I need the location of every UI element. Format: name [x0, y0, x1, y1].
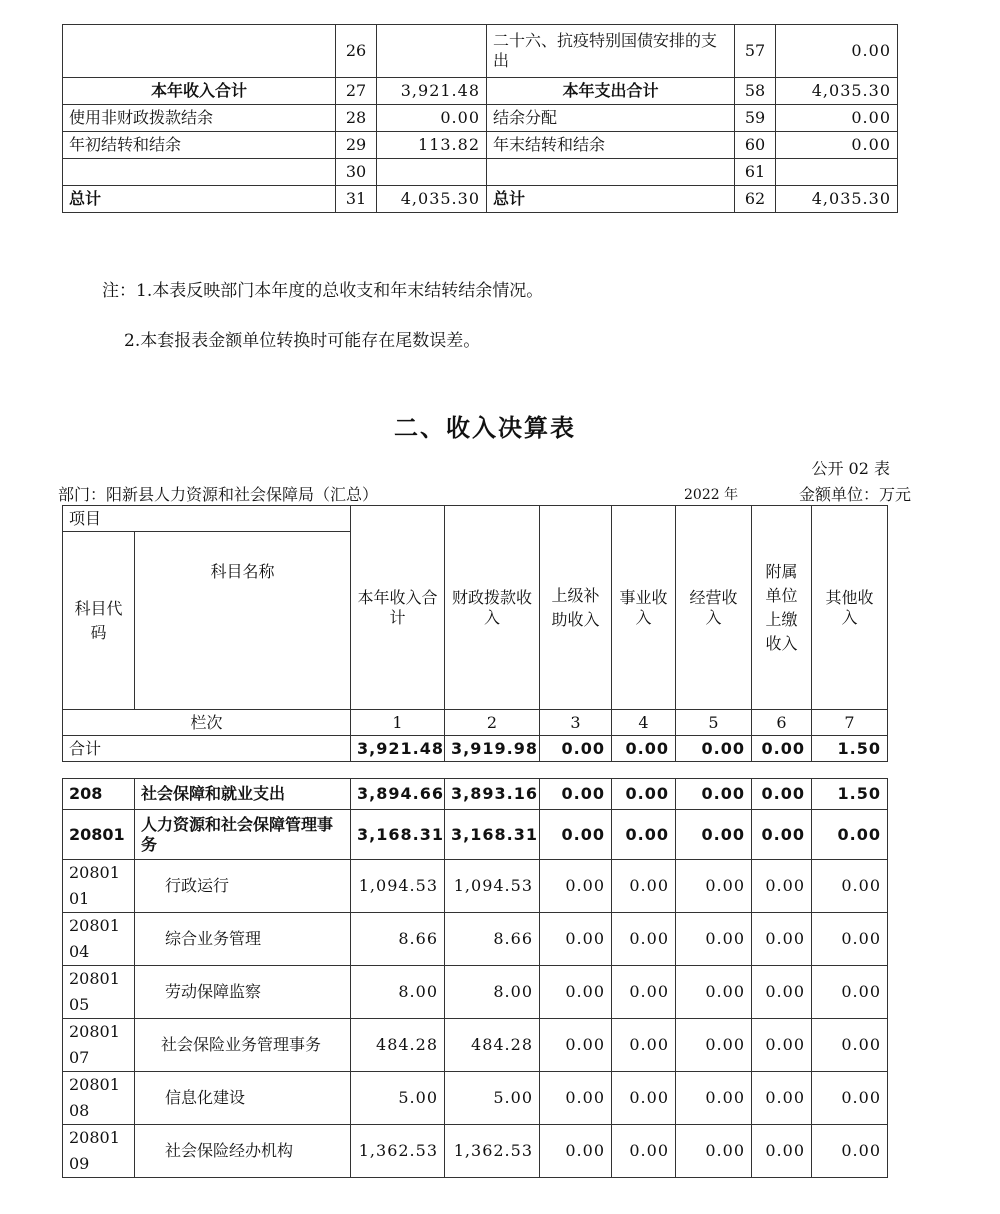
row-value: 0.00: [676, 913, 752, 966]
row-value: 0.00: [612, 1072, 676, 1125]
total-value: 0.00: [676, 736, 752, 762]
summary-right-no: 58: [735, 78, 776, 105]
summary-right-label: 结余分配: [487, 105, 735, 132]
row-value: 1,094.53: [445, 860, 540, 913]
row-value: 0.00: [752, 966, 812, 1019]
summary-right-value: 4,035.30: [776, 78, 898, 105]
row-name: 信息化建设: [135, 1072, 351, 1125]
summary-left-value: 3,921.48: [377, 78, 487, 105]
row-value: 0.00: [752, 810, 812, 860]
row-value: 0.00: [812, 1019, 888, 1072]
row-value: 0.00: [676, 1072, 752, 1125]
summary-left-label: 年初结转和结余: [63, 132, 336, 159]
col-index-label: 栏次: [63, 710, 351, 736]
summary-right-label: 二十六、抗疫特别国债安排的支出: [487, 25, 735, 78]
row-value: 3,894.66: [351, 779, 445, 810]
row-value: 8.66: [351, 913, 445, 966]
note-2: 2.本套报表金额单位转换时可能存在尾数误差。: [124, 331, 481, 351]
row-value: 1,362.53: [351, 1125, 445, 1178]
table-row: [63, 913, 888, 966]
header-col-business: 事业收入: [612, 506, 676, 710]
summary-left-no: 29: [336, 132, 377, 159]
row-value: 0.00: [676, 779, 752, 810]
row-value: 0.00: [812, 860, 888, 913]
row-value: 0.00: [812, 1072, 888, 1125]
row-value: 0.00: [540, 1125, 612, 1178]
row-name: 社会保障和就业支出: [135, 779, 351, 810]
header-project: 项目: [63, 506, 351, 532]
row-value: 0.00: [540, 966, 612, 1019]
row-value: 0.00: [752, 1019, 812, 1072]
table-row: [63, 1072, 888, 1125]
row-value: 0.00: [612, 1019, 676, 1072]
total-value: 3,921.48: [351, 736, 445, 762]
row-value: 0.00: [676, 810, 752, 860]
summary-row: [63, 78, 898, 105]
row-value: 0.00: [612, 966, 676, 1019]
row-code: 2080109: [63, 1125, 135, 1178]
summary-right-label: [487, 159, 735, 186]
table-row: [63, 1019, 888, 1072]
summary-left-value: 113.82: [377, 132, 487, 159]
col-index: 7: [812, 710, 888, 736]
total-label: 合计: [63, 736, 351, 762]
row-value: 0.00: [752, 1072, 812, 1125]
summary-right-no: 60: [735, 132, 776, 159]
row-value: 0.00: [540, 810, 612, 860]
row-value: 0.00: [676, 860, 752, 913]
row-name: 社会保险经办机构: [135, 1125, 351, 1178]
summary-left-label: [63, 159, 336, 186]
row-value: 8.66: [445, 913, 540, 966]
header-col-other: 其他收入: [812, 506, 888, 710]
row-code: 2080105: [63, 966, 135, 1019]
header-name: 科目名称: [135, 532, 351, 710]
row-value: 0.00: [752, 860, 812, 913]
summary-left-no: 28: [336, 105, 377, 132]
row-value: 0.00: [540, 860, 612, 913]
summary-left-value: 0.00: [377, 105, 487, 132]
row-value: 0.00: [752, 1125, 812, 1178]
col-index: 6: [752, 710, 812, 736]
row-value: 0.00: [612, 913, 676, 966]
summary-right-value: 0.00: [776, 105, 898, 132]
summary-left-no: 31: [336, 186, 377, 213]
row-value: 0.00: [812, 913, 888, 966]
row-value: 0.00: [612, 810, 676, 860]
header-col-superior: 上级补助收入: [540, 506, 612, 710]
row-code: 2080107: [63, 1019, 135, 1072]
summary-right-no: 59: [735, 105, 776, 132]
row-code: 20801: [63, 810, 135, 860]
summary-left-label: 使用非财政拨款结余: [63, 105, 336, 132]
col-index: 3: [540, 710, 612, 736]
summary-right-no: 62: [735, 186, 776, 213]
total-value: 0.00: [540, 736, 612, 762]
summary-right-value: 0.00: [776, 25, 898, 78]
summary-left-no: 26: [336, 25, 377, 78]
row-name: 社会保险业务管理事务: [135, 1019, 351, 1072]
row-value: 1,362.53: [445, 1125, 540, 1178]
summary-left-label: 总计: [63, 186, 336, 213]
row-code: 2080104: [63, 913, 135, 966]
row-value: 0.00: [612, 1125, 676, 1178]
table-row: [63, 966, 888, 1019]
summary-left-no: 27: [336, 78, 377, 105]
row-value: 5.00: [351, 1072, 445, 1125]
income-table-body: [62, 778, 888, 1178]
row-value: 8.00: [351, 966, 445, 1019]
summary-right-label: 总计: [487, 186, 735, 213]
col-index: 1: [351, 710, 445, 736]
header-col-affiliate: 附属单位上缴收入: [752, 506, 812, 710]
row-code: 208: [63, 779, 135, 810]
summary-left-label: 本年收入合计: [63, 78, 336, 105]
row-value: 0.00: [540, 1019, 612, 1072]
note-1: 注：1.本表反映部门本年度的总收支和年末结转结余情况。: [102, 281, 544, 301]
row-value: 0.00: [540, 1072, 612, 1125]
summary-row: [63, 132, 898, 159]
summary-right-value: [776, 159, 898, 186]
summary-right-value: 4,035.30: [776, 186, 898, 213]
row-value: 0.00: [812, 966, 888, 1019]
section-title: 二、收入决算表: [394, 414, 576, 442]
header-col-fiscal: 财政拨款收入: [445, 506, 540, 710]
summary-right-label: 本年支出合计: [487, 78, 735, 105]
header-col-operation: 经营收入: [676, 506, 752, 710]
total-row: [63, 736, 888, 762]
row-value: 0.00: [612, 779, 676, 810]
header-code: 科目代码: [63, 532, 135, 710]
col-index: 4: [612, 710, 676, 736]
summary-left-value: [377, 25, 487, 78]
col-index: 2: [445, 710, 540, 736]
total-value: 0.00: [752, 736, 812, 762]
summary-row: [63, 186, 898, 213]
row-value: 484.28: [445, 1019, 540, 1072]
summary-left-value: [377, 159, 487, 186]
table-row: [63, 779, 888, 810]
summary-right-no: 57: [735, 25, 776, 78]
unit-label: 金额单位：万元: [798, 485, 911, 504]
summary-left-label: [63, 25, 336, 78]
summary-right-no: 61: [735, 159, 776, 186]
row-value: 0.00: [752, 779, 812, 810]
income-table-header: [62, 505, 888, 762]
year-label: 2022 年: [684, 487, 739, 503]
row-value: 1,094.53: [351, 860, 445, 913]
row-value: 0.00: [752, 913, 812, 966]
row-value: 5.00: [445, 1072, 540, 1125]
row-value: 0.00: [812, 1125, 888, 1178]
row-value: 8.00: [445, 966, 540, 1019]
form-number: 公开 02 表: [811, 459, 890, 478]
summary-row: [63, 159, 898, 186]
row-value: 0.00: [676, 966, 752, 1019]
row-value: 0.00: [676, 1019, 752, 1072]
summary-row: [63, 105, 898, 132]
summary-left-no: 30: [336, 159, 377, 186]
header-col-total: 本年收入合计: [351, 506, 445, 710]
table-row: [63, 810, 888, 860]
summary-right-label: 年末结转和结余: [487, 132, 735, 159]
summary-left-value: 4,035.30: [377, 186, 487, 213]
row-name: 行政运行: [135, 860, 351, 913]
row-value: 3,893.16: [445, 779, 540, 810]
total-value: 3,919.98: [445, 736, 540, 762]
row-value: 0.00: [812, 810, 888, 860]
total-value: 0.00: [612, 736, 676, 762]
row-value: 3,168.31: [445, 810, 540, 860]
row-code: 2080108: [63, 1072, 135, 1125]
table-row: [63, 860, 888, 913]
department-label: 部门：阳新县人力资源和社会保障局（汇总）: [58, 485, 379, 504]
row-code: 2080101: [63, 860, 135, 913]
row-value: 0.00: [676, 1125, 752, 1178]
row-name: 劳动保障监察: [135, 966, 351, 1019]
summary-table: [62, 24, 898, 213]
table-row: [63, 1125, 888, 1178]
row-name: 综合业务管理: [135, 913, 351, 966]
row-value: 1.50: [812, 779, 888, 810]
total-value: 1.50: [812, 736, 888, 762]
summary-row: [63, 25, 898, 78]
row-value: 0.00: [540, 913, 612, 966]
summary-right-value: 0.00: [776, 132, 898, 159]
col-index: 5: [676, 710, 752, 736]
row-name: 人力资源和社会保障管理事务: [135, 810, 351, 860]
row-value: 3,168.31: [351, 810, 445, 860]
row-value: 0.00: [612, 860, 676, 913]
row-value: 0.00: [540, 779, 612, 810]
row-value: 484.28: [351, 1019, 445, 1072]
